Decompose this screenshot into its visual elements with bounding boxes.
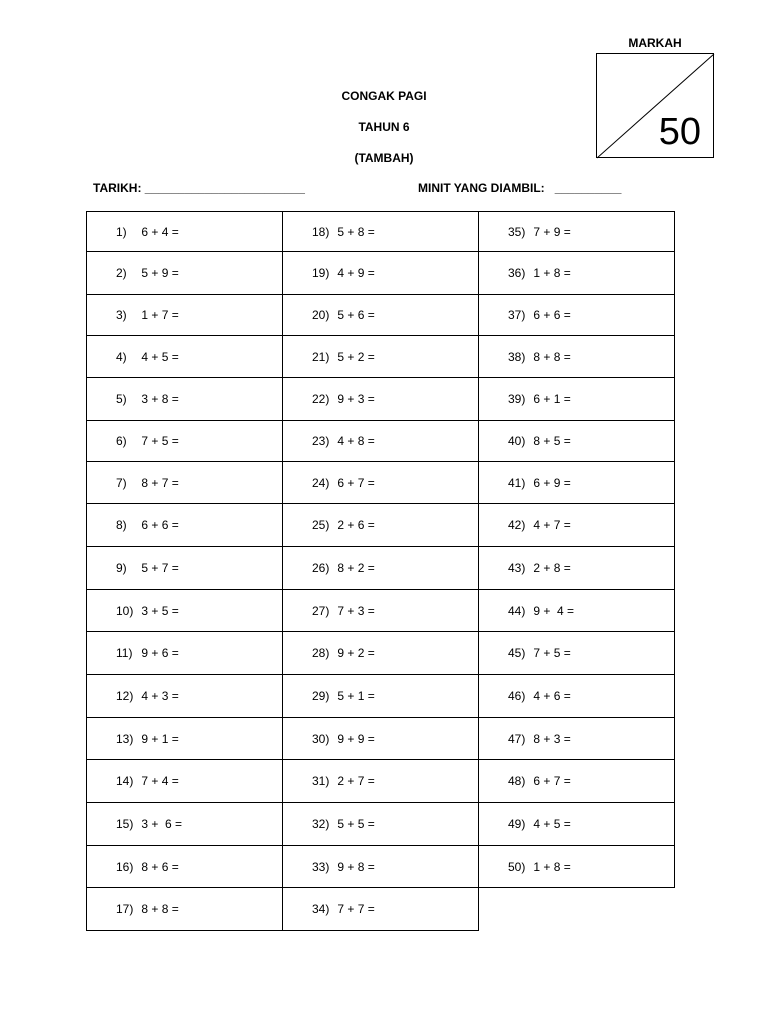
question-expression: 7 + 9 =: [533, 224, 571, 239]
question: [283, 561, 478, 575]
question-expression: 8 + 6 =: [141, 859, 179, 874]
question: [87, 604, 282, 618]
question-expression: 9 + 9 =: [337, 731, 375, 746]
question-cell[interactable]: [87, 295, 283, 336]
question-number: 10): [116, 603, 134, 618]
question-number: 33): [312, 859, 330, 874]
question-cell[interactable]: [283, 378, 479, 421]
question-cell[interactable]: [283, 590, 479, 632]
question-cell[interactable]: [479, 295, 675, 336]
question-expression: 8 + 3 =: [533, 731, 571, 746]
marks-total: 50: [658, 111, 701, 153]
question-cell[interactable]: [479, 760, 675, 803]
question-cell[interactable]: [479, 675, 675, 718]
question-cell[interactable]: [283, 888, 479, 931]
question-number: 43): [508, 561, 526, 575]
question: [87, 902, 282, 916]
empty-cell: [479, 888, 675, 931]
question-number: 32): [312, 817, 330, 831]
question: [87, 434, 282, 448]
question: [87, 646, 282, 660]
question: [283, 434, 478, 448]
question-cell[interactable]: [87, 803, 283, 846]
question-expression: 1 + 8 =: [533, 859, 571, 874]
question: [479, 774, 674, 788]
question: [479, 308, 674, 322]
question-expression: 4 + 9 =: [337, 266, 375, 280]
question-number: 47): [508, 731, 526, 746]
question: [283, 518, 478, 532]
table-row: [87, 212, 675, 252]
question-expression: 9 + 4 =: [533, 603, 575, 618]
date-field[interactable]: [93, 181, 305, 195]
question-expression: 8 + 5 =: [533, 434, 571, 448]
question-expression: 3 + 5 =: [141, 603, 179, 618]
question-cell[interactable]: [479, 378, 675, 421]
question-expression: 8 + 7 =: [141, 475, 179, 490]
question-expression: 9 + 1 =: [141, 731, 179, 746]
question-expression: 5 + 1 =: [337, 689, 375, 703]
question-number: 28): [312, 646, 330, 660]
question-number: 5): [116, 392, 127, 406]
question-cell[interactable]: [479, 718, 675, 760]
table-row: [87, 632, 675, 675]
question-cell[interactable]: [87, 421, 283, 462]
question: [87, 860, 282, 874]
question-number: 3): [116, 308, 127, 322]
question-cell[interactable]: [87, 888, 283, 931]
table-row: [87, 590, 675, 632]
question: [479, 646, 674, 660]
question-number: 45): [508, 646, 526, 660]
question-expression: 6 + 7 =: [533, 774, 571, 788]
question-expression: 5 + 7 =: [141, 561, 179, 575]
question: [283, 392, 478, 406]
questions-table: [86, 211, 675, 931]
question-number: 22): [312, 392, 330, 406]
question: [479, 434, 674, 448]
question-number: 18): [312, 224, 330, 239]
question-number: 27): [312, 603, 330, 618]
question-number: 19): [312, 266, 330, 280]
marks-box: [596, 53, 714, 158]
question: [479, 350, 674, 364]
question-expression: 4 + 3 =: [141, 689, 179, 703]
question-expression: 5 + 9 =: [141, 266, 179, 280]
question-number: 11): [116, 646, 133, 660]
question-cell[interactable]: [87, 760, 283, 803]
question: [87, 689, 282, 703]
question-expression: 1 + 7 =: [141, 308, 179, 322]
question-cell[interactable]: [87, 504, 283, 547]
question-number: 49): [508, 817, 526, 831]
question-cell[interactable]: [87, 846, 283, 888]
table-row: [87, 252, 675, 295]
question-expression: 3 + 8 =: [141, 392, 179, 406]
question: [87, 266, 282, 280]
question-number: 44): [508, 603, 526, 618]
question-cell[interactable]: [479, 336, 675, 378]
question-number: 30): [312, 731, 330, 746]
question-number: 26): [312, 561, 330, 575]
question: [479, 392, 674, 406]
question-cell[interactable]: [283, 718, 479, 760]
question-number: 29): [312, 689, 330, 703]
question-cell[interactable]: [87, 252, 283, 295]
question-number: 1): [116, 224, 127, 239]
question: [479, 604, 674, 618]
question-number: 12): [116, 689, 134, 703]
question-number: 16): [116, 859, 134, 874]
question: [87, 561, 282, 575]
table-row: [87, 718, 675, 760]
question-cell[interactable]: [479, 803, 675, 846]
question: [87, 476, 282, 490]
question-expression: 6 + 1 =: [533, 392, 571, 406]
question-cell[interactable]: [479, 632, 675, 675]
question-number: 35): [508, 224, 526, 239]
question-cell[interactable]: [479, 462, 675, 504]
question-expression: 6 + 7 =: [337, 475, 375, 490]
table-row: [87, 421, 675, 462]
question-cell[interactable]: [479, 252, 675, 295]
question-cell[interactable]: [87, 462, 283, 504]
question-number: 50): [508, 859, 526, 874]
question: [283, 308, 478, 322]
question-cell[interactable]: [283, 803, 479, 846]
table-row: [87, 675, 675, 718]
question-expression: 3 + 6 =: [141, 817, 183, 831]
question-expression: 6 + 9 =: [533, 475, 571, 490]
question-expression: 7 + 5 =: [141, 434, 179, 448]
question-expression: 6 + 6 =: [141, 518, 179, 532]
question-number: 13): [116, 731, 134, 746]
question-number: 24): [312, 475, 330, 490]
table-row: [87, 888, 675, 931]
question-number: 6): [116, 434, 127, 448]
question-expression: 8 + 8 =: [141, 902, 179, 916]
question-number: 34): [312, 902, 330, 916]
question-expression: 7 + 4 =: [141, 774, 179, 788]
page-title: CONGAK PAGI: [341, 89, 427, 103]
marks-label: MARKAH: [628, 36, 682, 50]
time-blank[interactable]: __________: [554, 181, 622, 195]
question-expression: 2 + 7 =: [337, 774, 375, 788]
question-expression: 1 + 8 =: [533, 266, 571, 280]
question-cell[interactable]: [87, 718, 283, 760]
question-expression: 5 + 2 =: [337, 349, 375, 364]
question: [283, 225, 478, 239]
question-expression: 6 + 6 =: [533, 308, 571, 322]
question-expression: 7 + 5 =: [533, 646, 571, 660]
time-field[interactable]: [418, 181, 621, 195]
question: [87, 225, 282, 239]
question-cell[interactable]: [87, 675, 283, 718]
question-cell[interactable]: [479, 846, 675, 888]
question: [479, 732, 674, 746]
table-row: [87, 504, 675, 547]
question-expression: 9 + 3 =: [337, 392, 375, 406]
question: [283, 646, 478, 660]
question-number: 42): [508, 518, 526, 532]
question: [87, 308, 282, 322]
question-cell[interactable]: [479, 421, 675, 462]
question-number: 20): [312, 308, 330, 322]
question-expression: 4 + 5 =: [533, 817, 571, 831]
question-number: 36): [508, 266, 526, 280]
table-row: [87, 846, 675, 888]
question: [87, 732, 282, 746]
date-label: TARIKH:: [93, 181, 142, 195]
question-number: 9): [116, 561, 127, 575]
table-row: [87, 462, 675, 504]
question: [479, 225, 674, 239]
question: [479, 518, 674, 532]
question-expression: 6 + 4 =: [141, 224, 179, 239]
question: [283, 604, 478, 618]
question-expression: 9 + 6 =: [141, 646, 179, 660]
question-number: 38): [508, 349, 526, 364]
question-cell[interactable]: [283, 504, 479, 547]
question-expression: 8 + 8 =: [533, 349, 571, 364]
question-cell[interactable]: [87, 378, 283, 421]
question-expression: 7 + 7 =: [337, 902, 375, 916]
question: [479, 817, 674, 831]
question-number: 40): [508, 434, 526, 448]
table-row: [87, 803, 675, 846]
question: [283, 774, 478, 788]
question-number: 4): [116, 349, 127, 364]
question-cell[interactable]: [283, 295, 479, 336]
question-number: 37): [508, 308, 526, 322]
year-label: TAHUN 6: [358, 120, 410, 134]
question: [283, 732, 478, 746]
question-cell[interactable]: [479, 212, 675, 252]
question: [87, 392, 282, 406]
question: [87, 350, 282, 364]
table-row: [87, 547, 675, 590]
question: [283, 350, 478, 364]
question-number: 41): [508, 475, 526, 490]
operation-label: (TAMBAH): [354, 151, 414, 165]
question-expression: 4 + 5 =: [141, 349, 179, 364]
question-number: 23): [312, 434, 330, 448]
question-cell[interactable]: [283, 632, 479, 675]
question: [479, 476, 674, 490]
question-number: 39): [508, 392, 526, 406]
question: [479, 561, 674, 575]
question-expression: 8 + 2 =: [337, 561, 375, 575]
question-number: 2): [116, 266, 127, 280]
table-row: [87, 378, 675, 421]
question-cell[interactable]: [283, 252, 479, 295]
question: [283, 860, 478, 874]
question: [283, 689, 478, 703]
question-cell[interactable]: [87, 632, 283, 675]
question-number: 14): [116, 774, 134, 788]
question-expression: 4 + 6 =: [533, 689, 571, 703]
question-expression: 4 + 8 =: [337, 434, 375, 448]
date-blank[interactable]: ________________________: [144, 181, 305, 195]
question-cell[interactable]: [283, 846, 479, 888]
question-number: 15): [116, 817, 134, 831]
question: [283, 817, 478, 831]
question-cell[interactable]: [283, 547, 479, 590]
question: [479, 266, 674, 280]
question-number: 48): [508, 774, 526, 788]
question-number: 17): [116, 902, 134, 916]
question-number: 25): [312, 518, 330, 532]
table-row: [87, 760, 675, 803]
question-number: 8): [116, 518, 127, 532]
question-cell[interactable]: [479, 547, 675, 590]
question-cell[interactable]: [87, 336, 283, 378]
question-number: 31): [312, 774, 330, 788]
question-expression: 7 + 3 =: [337, 603, 375, 618]
question-expression: 4 + 7 =: [533, 518, 571, 532]
question: [479, 689, 674, 703]
question-cell[interactable]: [283, 212, 479, 252]
question-cell[interactable]: [87, 547, 283, 590]
question-cell[interactable]: [283, 760, 479, 803]
question: [283, 902, 478, 916]
question-cell[interactable]: [87, 212, 283, 252]
table-row: [87, 336, 675, 378]
question-cell[interactable]: [283, 462, 479, 504]
question-number: 46): [508, 689, 526, 703]
question-cell[interactable]: [283, 421, 479, 462]
table-row: [87, 295, 675, 336]
question: [283, 266, 478, 280]
question: [87, 518, 282, 532]
question-cell[interactable]: [479, 504, 675, 547]
time-label: MINIT YANG DIAMBIL:: [418, 181, 545, 195]
question-cell[interactable]: [283, 336, 479, 378]
question: [479, 860, 674, 874]
question-expression: 2 + 8 =: [533, 561, 571, 575]
question-expression: 9 + 8 =: [337, 859, 375, 874]
question-expression: 5 + 8 =: [337, 224, 375, 239]
question-expression: 5 + 6 =: [337, 308, 375, 322]
question-cell[interactable]: [87, 590, 283, 632]
question-expression: 9 + 2 =: [337, 646, 375, 660]
question-number: 21): [312, 349, 330, 364]
question-number: 7): [116, 475, 127, 490]
question-cell[interactable]: [283, 675, 479, 718]
question-expression: 2 + 6 =: [337, 518, 375, 532]
question: [87, 774, 282, 788]
question: [87, 817, 282, 831]
question-cell[interactable]: [479, 590, 675, 632]
question: [283, 476, 478, 490]
question-expression: 5 + 5 =: [337, 817, 375, 831]
